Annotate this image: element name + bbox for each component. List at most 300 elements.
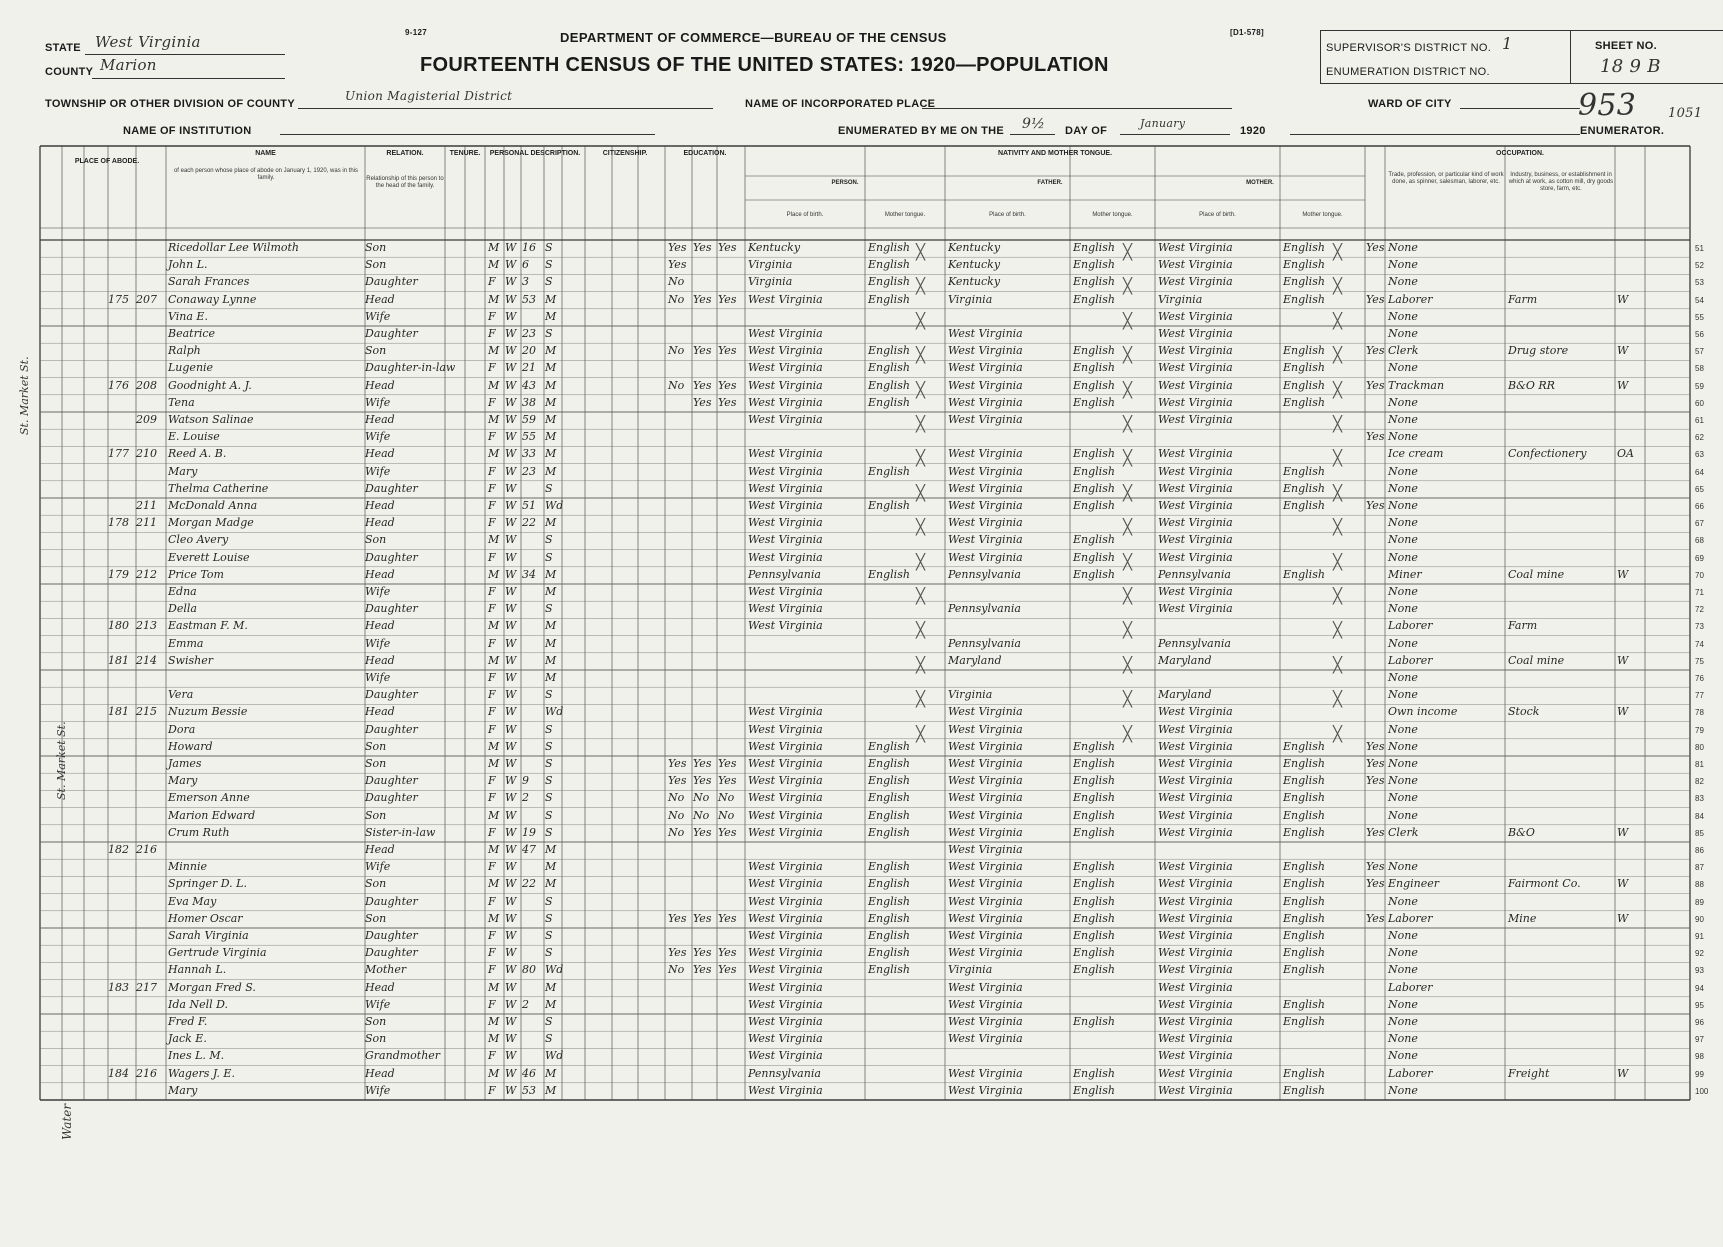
crossed-mark: ╳ xyxy=(1333,587,1343,605)
row-number-right: 62 xyxy=(1695,433,1704,443)
cell-family: 211 xyxy=(136,516,157,530)
cell-age: 38 xyxy=(522,395,536,409)
cell-tongue: English xyxy=(868,258,910,272)
row-number-right: 100 xyxy=(1695,1086,1709,1096)
cell-f-birth: Kentucky xyxy=(948,275,1001,289)
cell-write: Yes xyxy=(718,241,737,254)
cell-m-tongue: English xyxy=(1283,774,1325,788)
cell-age: 20 xyxy=(522,344,536,358)
cell-speak: Yes xyxy=(1366,241,1385,254)
cell-family: 213 xyxy=(136,619,157,633)
crossed-mark: ╳ xyxy=(1123,415,1133,433)
cell-family: 214 xyxy=(136,653,157,667)
cell-relation: Wife xyxy=(365,1083,391,1097)
crossed-mark: ╳ xyxy=(1333,552,1343,571)
cell-name: Ida Nell D. xyxy=(168,997,229,1011)
cell-tongue: English xyxy=(868,825,910,839)
birth-header-mother: Place of birth. xyxy=(1199,212,1236,218)
cell-m-birth: West Virginia xyxy=(1158,1083,1233,1097)
cell-speak: Yes xyxy=(1366,739,1385,753)
cell-marital: M xyxy=(545,344,557,358)
cell-f-tongue: English xyxy=(1073,567,1115,581)
cell-m-birth: West Virginia xyxy=(1158,585,1233,598)
row-number-right: 80 xyxy=(1695,742,1704,752)
cell-sex: M xyxy=(488,1032,500,1046)
cell-race: W xyxy=(505,309,517,323)
row-number-right: 53 xyxy=(1695,278,1704,288)
cell-birth: West Virginia xyxy=(748,602,823,616)
cell-race: W xyxy=(505,671,517,684)
cell-sex: M xyxy=(488,292,500,306)
cell-marital: S xyxy=(545,275,553,289)
cell-name: Reed A. B. xyxy=(168,447,227,461)
cell-f-birth: Kentucky xyxy=(948,241,1001,254)
cell-f-tongue: English xyxy=(1073,241,1115,254)
cell-name: Morgan Madge xyxy=(168,516,254,530)
cell-birth: West Virginia xyxy=(748,1015,823,1028)
cell-sex: F xyxy=(488,688,496,702)
cell-f-birth: West Virginia xyxy=(948,1015,1023,1028)
cell-birth: West Virginia xyxy=(748,705,823,719)
row-number-right: 51 xyxy=(1695,244,1704,253)
cell-name: Edna xyxy=(168,585,197,598)
cell-family: 215 xyxy=(136,705,157,719)
cell-trade: None xyxy=(1388,688,1418,702)
cell-relation: Head xyxy=(365,499,395,512)
cell-m-birth: West Virginia xyxy=(1158,481,1233,495)
cell-f-birth: Virginia xyxy=(948,688,993,702)
cell-m-tongue: English xyxy=(1283,378,1325,392)
cell-race: W xyxy=(505,1066,517,1080)
cell-relation: Daughter xyxy=(365,946,418,960)
cell-trade: None xyxy=(1388,533,1418,547)
cell-family: 208 xyxy=(136,378,157,392)
crossed-mark: ╳ xyxy=(916,311,926,330)
cell-f-birth: West Virginia xyxy=(948,877,1023,891)
cell-write: Yes xyxy=(718,911,737,925)
cell-m-tongue: English xyxy=(1283,395,1325,409)
cell-birth: West Virginia xyxy=(748,739,823,753)
row-number-right: 94 xyxy=(1695,983,1704,993)
cell-m-birth: West Virginia xyxy=(1158,946,1233,960)
tongue-header-father: Mother tongue. xyxy=(1092,212,1133,218)
cell-birth: West Virginia xyxy=(748,808,823,822)
cell-family: 209 xyxy=(136,413,157,426)
cell-sex: F xyxy=(488,722,496,736)
cell-m-birth: West Virginia xyxy=(1158,516,1233,530)
cell-read: Yes xyxy=(693,344,712,358)
cell-f-tongue: English xyxy=(1073,911,1115,925)
cell-f-birth: West Virginia xyxy=(948,825,1023,839)
row-number-right: 77 xyxy=(1695,691,1704,701)
cell-relation: Daughter xyxy=(365,929,418,942)
cell-marital: S xyxy=(545,722,553,736)
state-value: West Virginia xyxy=(95,33,201,51)
cell-relation: Son xyxy=(365,739,387,753)
cell-f-tongue: English xyxy=(1073,860,1115,874)
cell-name: Everett Louise xyxy=(168,550,250,564)
cell-speak: Yes xyxy=(1366,499,1385,512)
cell-age: 23 xyxy=(522,464,536,478)
cell-marital: S xyxy=(545,241,553,254)
crossed-mark: ╳ xyxy=(1333,243,1343,261)
cell-tongue: English xyxy=(868,395,910,409)
cell-relation: Head xyxy=(365,292,395,306)
cell-race: W xyxy=(505,997,517,1011)
cell-trade: None xyxy=(1388,585,1418,598)
cell-marital: M xyxy=(545,843,557,856)
cell-trade: Trackman xyxy=(1388,378,1445,392)
cell-name: Crum Ruth xyxy=(168,825,230,839)
enumerator-label: ENUMERATOR. xyxy=(1580,125,1665,137)
cell-relation: Son xyxy=(365,1015,387,1028)
cell-race: W xyxy=(505,378,517,392)
cell-birth: West Virginia xyxy=(748,929,823,942)
cell-name: Mary xyxy=(168,1083,198,1097)
cell-f-tongue: English xyxy=(1073,275,1115,289)
cell-birth: West Virginia xyxy=(748,1032,823,1046)
cell-relation: Son xyxy=(365,877,387,891)
crossed-mark: ╳ xyxy=(916,655,926,674)
cell-race: W xyxy=(505,430,517,444)
cell-f-birth: West Virginia xyxy=(948,550,1023,564)
cell-write: No xyxy=(718,791,735,805)
cell-read: Yes xyxy=(693,963,712,977)
cell-sex: M xyxy=(488,877,500,891)
cell-tongue: English xyxy=(868,929,910,942)
state-label: STATE xyxy=(45,42,81,54)
cell-trade: None xyxy=(1388,1049,1418,1063)
cell-relation: Daughter xyxy=(365,327,418,340)
cell-sex: F xyxy=(488,671,496,684)
cell-m-birth: Maryland xyxy=(1158,688,1212,702)
cell-sex: M xyxy=(488,258,500,272)
cell-birth: West Virginia xyxy=(748,413,823,426)
cell-marital: M xyxy=(545,636,557,650)
cell-m-birth: West Virginia xyxy=(1158,980,1233,994)
cell-sex: F xyxy=(488,791,496,805)
cell-race: W xyxy=(505,808,517,822)
cell-race: W xyxy=(505,258,517,272)
cell-write: No xyxy=(718,808,735,822)
row-number-right: 75 xyxy=(1695,656,1704,666)
cell-tongue: English xyxy=(868,275,910,289)
cell-sex: M xyxy=(488,808,500,822)
cell-birth: West Virginia xyxy=(748,516,823,530)
cell-marital: M xyxy=(545,378,557,392)
cell-tongue: English xyxy=(868,946,910,960)
crossed-mark: ╳ xyxy=(1333,690,1343,709)
trade-header: Trade, profession, or particular kind of work done, as spinner, salesman, laborer, etc. xyxy=(1388,172,1504,185)
cell-f-tongue: English xyxy=(1073,395,1115,409)
cell-relation: Head xyxy=(365,705,395,719)
cell-name: Marion Edward xyxy=(168,808,256,822)
cell-dwelling: 176 xyxy=(108,378,129,392)
cell-industry: Fairmont Co. xyxy=(1508,877,1581,891)
cell-race: W xyxy=(505,464,517,478)
cell-m-birth: West Virginia xyxy=(1158,258,1233,272)
cell-marital: S xyxy=(545,327,553,340)
cell-age: 53 xyxy=(522,292,536,306)
cell-race: W xyxy=(505,688,517,702)
cell-marital: S xyxy=(545,894,553,908)
row-number-right: 82 xyxy=(1695,777,1704,787)
row-number-right: 79 xyxy=(1695,725,1704,735)
cell-school: Yes xyxy=(668,774,687,788)
cell-m-tongue: English xyxy=(1283,860,1325,874)
cell-f-birth: West Virginia xyxy=(948,516,1023,530)
cell-relation: Head xyxy=(365,843,395,856)
cell-relation: Daughter xyxy=(365,791,418,805)
cell-f-birth: Maryland xyxy=(948,653,1002,667)
cell-name: Sarah Virginia xyxy=(168,929,249,942)
cell-trade: None xyxy=(1388,602,1418,616)
cell-marital: M xyxy=(545,361,557,375)
cell-trade: None xyxy=(1388,860,1418,874)
group-relation: RELATION. xyxy=(386,150,424,157)
cell-m-birth: Virginia xyxy=(1158,292,1203,306)
cell-m-birth: West Virginia xyxy=(1158,911,1233,925)
cell-relation: Daughter xyxy=(365,481,418,495)
cell-f-tongue: English xyxy=(1073,946,1115,960)
cell-m-birth: West Virginia xyxy=(1158,275,1233,289)
crossed-mark: ╳ xyxy=(1333,311,1343,330)
cell-trade: None xyxy=(1388,1032,1418,1046)
cell-race: W xyxy=(505,550,517,564)
cell-m-birth: West Virginia xyxy=(1158,1032,1233,1046)
cell-relation: Wife xyxy=(365,585,391,598)
cell-trade: Laborer xyxy=(1388,653,1433,667)
cell-read: Yes xyxy=(693,292,712,306)
crossed-mark: ╳ xyxy=(1123,277,1133,296)
cell-trade: None xyxy=(1388,413,1418,426)
cell-m-tongue: English xyxy=(1283,825,1325,839)
cell-read: Yes xyxy=(693,946,712,960)
cell-name: John L. xyxy=(168,258,208,272)
cell-name: Ines L. M. xyxy=(168,1049,225,1063)
cell-f-birth: West Virginia xyxy=(948,808,1023,822)
crossed-mark: ╳ xyxy=(1123,724,1133,743)
cell-sex: F xyxy=(488,1049,496,1063)
cell-f-tongue: English xyxy=(1073,550,1115,564)
cell-tongue: English xyxy=(868,757,910,770)
group-citizenship: CITIZENSHIP. xyxy=(602,150,648,157)
cell-school: No xyxy=(668,791,685,805)
month-value: January xyxy=(1140,117,1186,130)
cell-age: 6 xyxy=(522,258,529,272)
cell-f-birth: West Virginia xyxy=(948,481,1023,495)
cell-sex: M xyxy=(488,757,500,770)
cell-dwelling: 177 xyxy=(108,447,129,461)
cell-relation: Head xyxy=(365,447,395,461)
cell-industry: Freight xyxy=(1508,1066,1550,1080)
cell-m-birth: West Virginia xyxy=(1158,705,1233,719)
cell-dwelling: 183 xyxy=(108,980,129,994)
cell-f-tongue: English xyxy=(1073,963,1115,977)
crossed-mark: ╳ xyxy=(1333,346,1343,365)
cell-m-tongue: English xyxy=(1283,481,1325,495)
row-number-right: 88 xyxy=(1695,880,1704,890)
cell-birth: Kentucky xyxy=(748,241,801,254)
cell-age: 9 xyxy=(522,774,529,788)
row-number-right: 96 xyxy=(1695,1018,1704,1027)
cell-write: Yes xyxy=(718,378,737,392)
cell-relation: Son xyxy=(365,533,387,547)
cell-read: No xyxy=(693,791,710,805)
cell-m-birth: West Virginia xyxy=(1158,533,1233,547)
cell-race: W xyxy=(505,739,517,753)
cell-relation: Wife xyxy=(365,860,391,874)
enumerated-day: 9½ xyxy=(1022,116,1046,132)
cell-trade: None xyxy=(1388,1083,1418,1097)
cell-age: 3 xyxy=(522,275,529,289)
cell-sex: M xyxy=(488,567,500,581)
cell-f-tongue: English xyxy=(1073,1083,1115,1097)
cell-m-birth: West Virginia xyxy=(1158,1049,1233,1063)
cell-name: Sarah Frances xyxy=(168,275,250,289)
crossed-mark: ╳ xyxy=(1333,655,1343,674)
cell-sex: F xyxy=(488,860,496,874)
row-number-right: 59 xyxy=(1695,381,1704,391)
cell-m-birth: Pennsylvania xyxy=(1158,567,1231,581)
cell-m-birth: West Virginia xyxy=(1158,894,1233,908)
cell-f-birth: West Virginia xyxy=(948,447,1023,461)
row-number-right: 66 xyxy=(1695,502,1704,511)
crossed-mark: ╳ xyxy=(916,243,926,261)
cell-f-tongue: English xyxy=(1073,481,1115,495)
cell-race: W xyxy=(505,1083,517,1097)
cell-relation: Head xyxy=(365,653,395,667)
crossed-mark: ╳ xyxy=(1333,449,1343,468)
group-occupation: OCCUPATION. xyxy=(1496,150,1544,157)
row-number-right: 95 xyxy=(1695,1000,1704,1010)
cell-name: Ralph xyxy=(168,344,201,358)
cell-race: W xyxy=(505,1015,517,1028)
cell-f-birth: Pennsylvania xyxy=(948,567,1021,581)
cell-class: W xyxy=(1617,567,1629,581)
cell-name: Vina E. xyxy=(168,309,208,323)
cell-name: Price Tom xyxy=(168,567,224,581)
cell-m-tongue: English xyxy=(1283,997,1325,1011)
cell-school: No xyxy=(668,378,685,392)
row-number-right: 71 xyxy=(1695,588,1704,597)
cell-class: W xyxy=(1617,911,1629,925)
crossed-mark: ╳ xyxy=(916,449,926,468)
crossed-mark: ╳ xyxy=(916,690,926,709)
cell-m-birth: West Virginia xyxy=(1158,963,1233,977)
cell-trade: Laborer xyxy=(1388,1066,1433,1080)
cell-read: No xyxy=(693,808,710,822)
cell-relation: Son xyxy=(365,258,387,272)
cell-marital: Wd xyxy=(545,499,564,512)
cell-marital: S xyxy=(545,550,553,564)
cell-trade: Laborer xyxy=(1388,980,1433,994)
crossed-mark: ╳ xyxy=(1333,724,1343,743)
cell-tongue: English xyxy=(868,877,910,891)
row-number-right: 93 xyxy=(1695,966,1704,976)
cell-birth: West Virginia xyxy=(748,877,823,891)
cell-marital: M xyxy=(545,619,557,633)
cell-trade: None xyxy=(1388,757,1418,770)
cell-read: Yes xyxy=(693,241,712,254)
cell-family: 212 xyxy=(136,567,157,581)
cell-f-tongue: English xyxy=(1073,499,1115,512)
cell-race: W xyxy=(505,327,517,340)
cell-marital: M xyxy=(545,567,557,581)
cell-school: No xyxy=(668,825,685,839)
cell-sex: M xyxy=(488,653,500,667)
cell-industry: Drug store xyxy=(1508,344,1569,358)
cell-relation: Head xyxy=(365,1066,395,1080)
institution-label: NAME OF INSTITUTION xyxy=(123,125,252,137)
row-number-right: 73 xyxy=(1695,622,1704,632)
cell-marital: S xyxy=(545,808,553,822)
cell-sex: M xyxy=(488,447,500,461)
cell-f-tongue: English xyxy=(1073,791,1115,805)
cell-birth: Virginia xyxy=(748,258,793,272)
cell-name: Beatrice xyxy=(168,327,216,340)
cell-m-tongue: English xyxy=(1283,464,1325,478)
cell-name: Lugenie xyxy=(168,361,214,375)
row-number-right: 72 xyxy=(1695,605,1704,615)
cell-sex: F xyxy=(488,585,496,598)
cell-sex: F xyxy=(488,481,496,495)
cell-birth: West Virginia xyxy=(748,327,823,340)
cell-marital: M xyxy=(545,395,557,409)
cell-trade: None xyxy=(1388,808,1418,822)
cell-sex: F xyxy=(488,395,496,409)
ward-label: WARD OF CITY xyxy=(1368,98,1452,110)
crossed-mark: ╳ xyxy=(1123,243,1133,261)
cell-sex: F xyxy=(488,361,496,375)
cell-trade: Clerk xyxy=(1388,344,1419,358)
cell-school: No xyxy=(668,344,685,358)
cell-class: W xyxy=(1617,378,1629,392)
crossed-mark: ╳ xyxy=(916,277,926,296)
cell-birth: West Virginia xyxy=(748,894,823,908)
cell-name: Nuzum Bessie xyxy=(168,705,248,719)
cell-f-tongue: English xyxy=(1073,877,1115,891)
cell-trade: None xyxy=(1388,550,1418,564)
cell-write: Yes xyxy=(718,774,737,788)
cell-marital: M xyxy=(545,1066,557,1080)
cell-name: Springer D. L. xyxy=(168,877,247,891)
margin-street-note: St. Market St. xyxy=(18,356,31,435)
cell-trade: None xyxy=(1388,430,1418,444)
cell-m-birth: West Virginia xyxy=(1158,344,1233,358)
cell-race: W xyxy=(505,1032,517,1046)
cell-race: W xyxy=(505,860,517,874)
cell-class: OA xyxy=(1617,447,1634,461)
cell-sex: F xyxy=(488,430,496,444)
township-label: TOWNSHIP OR OTHER DIVISION OF COUNTY xyxy=(45,98,295,110)
cell-school: No xyxy=(668,292,685,306)
cell-trade: Laborer xyxy=(1388,619,1433,633)
form-number: 9-127 xyxy=(405,28,427,37)
row-number-right: 74 xyxy=(1695,639,1704,649)
cell-tongue: English xyxy=(868,894,910,908)
cell-sex: M xyxy=(488,413,500,426)
cell-sex: M xyxy=(488,619,500,633)
cell-birth: Pennsylvania xyxy=(748,1066,821,1080)
cell-f-birth: West Virginia xyxy=(948,929,1023,942)
cell-relation: Sister-in-law xyxy=(365,825,436,839)
cell-relation: Head xyxy=(365,378,395,392)
cell-marital: M xyxy=(545,430,557,444)
cell-dwelling: 181 xyxy=(108,653,129,667)
year-value: 1920 xyxy=(1240,125,1266,137)
cell-f-tongue: English xyxy=(1073,757,1115,770)
